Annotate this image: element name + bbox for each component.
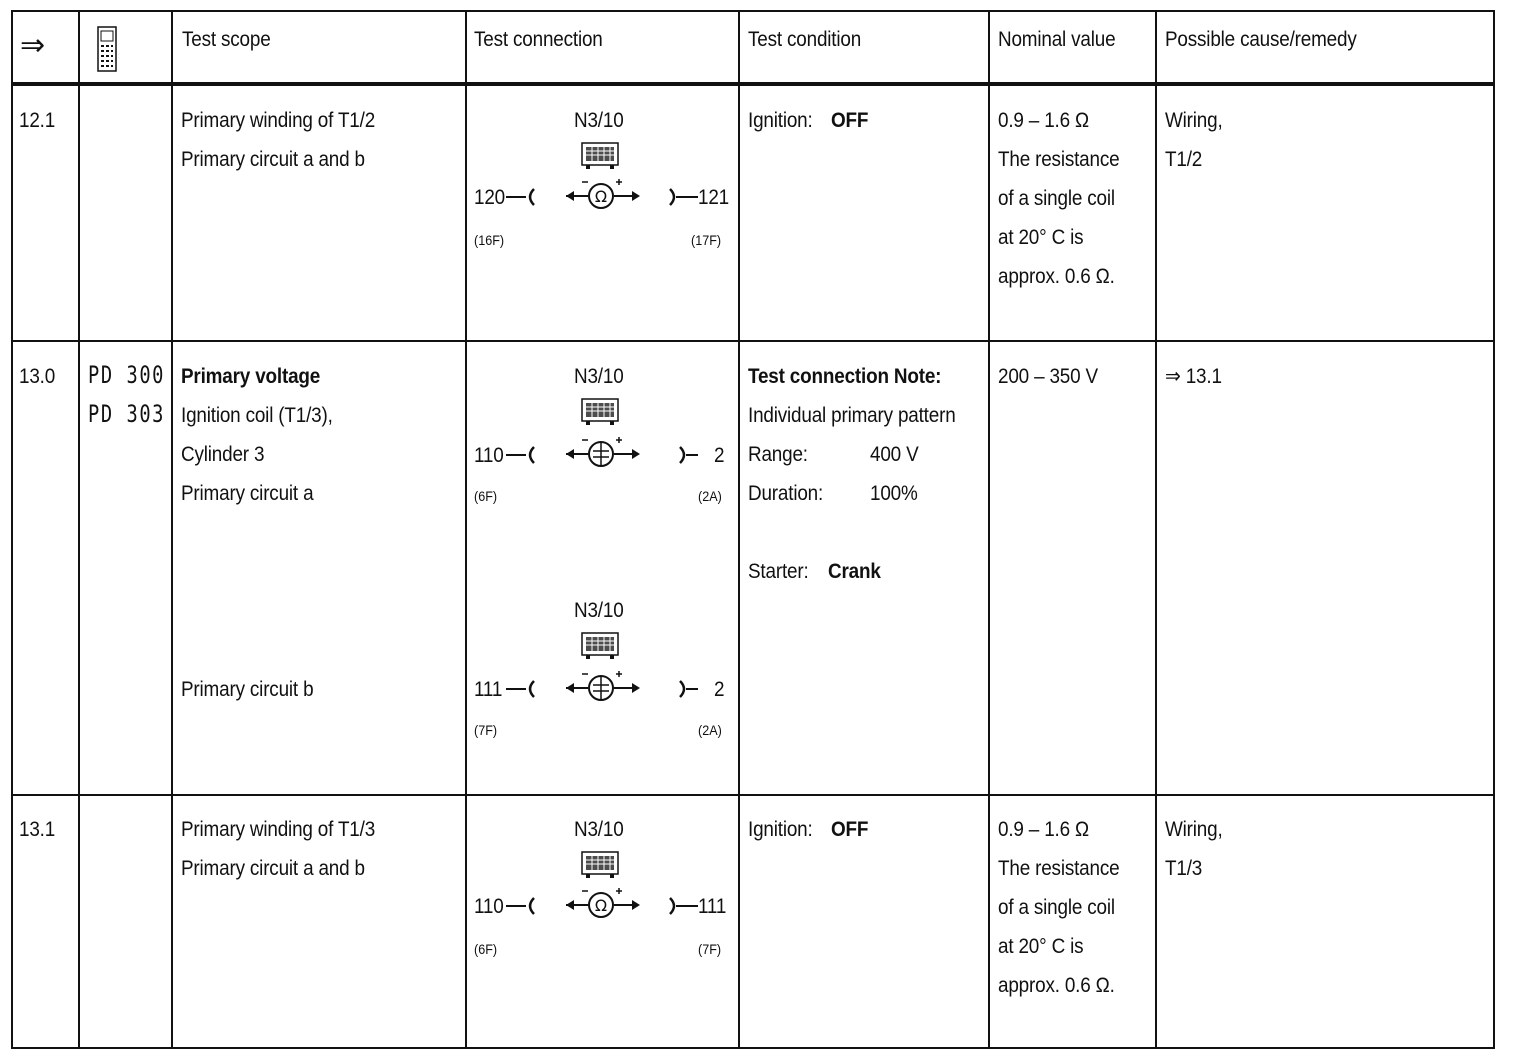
- range-label: Range:: [748, 443, 808, 466]
- left-pin: 120: [474, 186, 506, 209]
- connector-socket-icon: [676, 678, 708, 702]
- connector-plug-icon: [506, 186, 538, 210]
- duration-label: Duration:: [748, 482, 824, 505]
- nominal-line: 0.9 – 1.6 Ω: [998, 818, 1089, 841]
- left-pin-sub: (6F): [474, 941, 498, 957]
- connector-plug-icon: [506, 444, 538, 468]
- module-label: N3/10: [574, 818, 624, 841]
- ohmmeter-icon: [562, 176, 644, 216]
- connector-socket-icon: [676, 444, 708, 468]
- header-possible-cause: Possible cause/remedy: [1165, 28, 1357, 51]
- scope-title: Primary voltage: [181, 365, 321, 388]
- nominal-line: The resistance: [998, 148, 1120, 171]
- scope-line: Primary circuit a and b: [181, 857, 365, 880]
- nominal-line: 200 – 350 V: [998, 365, 1098, 388]
- test-box-icon: [580, 850, 622, 882]
- scope-line: Cylinder 3: [181, 443, 265, 466]
- module-label: N3/10: [574, 109, 624, 132]
- connector-socket-icon: [666, 186, 698, 210]
- scope-line: Primary winding of T1/2: [181, 109, 376, 132]
- condition-label: Ignition:: [748, 818, 813, 841]
- left-pin-sub: (16F): [474, 232, 505, 248]
- nominal-line: at 20° C is: [998, 226, 1084, 249]
- nominal-line: at 20° C is: [998, 935, 1084, 958]
- connector-socket-icon: [666, 895, 698, 919]
- step-number: 12.1: [19, 109, 56, 132]
- header-arrow-icon: ⇒: [20, 28, 46, 63]
- remedy-line: T1/2: [1165, 148, 1203, 171]
- test-connection-diagram: [466, 108, 739, 248]
- header-test-connection: Test connection: [474, 28, 603, 51]
- ohmmeter-icon: [562, 885, 644, 925]
- remedy-line: ⇒ 13.1: [1165, 365, 1222, 388]
- right-pin: 111: [698, 895, 727, 918]
- fault-code: PD 300: [88, 361, 165, 389]
- starter-label: Starter:: [748, 560, 809, 583]
- test-connection-diagram: [466, 598, 739, 738]
- condition-value: OFF: [831, 818, 869, 841]
- tester-handset-icon: [95, 25, 121, 75]
- nominal-line: 0.9 – 1.6 Ω: [998, 109, 1089, 132]
- step-number: 13.1: [19, 818, 56, 841]
- left-pin: 110: [474, 895, 504, 918]
- voltmeter-icon: [562, 434, 644, 474]
- header-test-condition: Test condition: [748, 28, 862, 51]
- left-pin-sub: (6F): [474, 488, 498, 504]
- scope-line: Ignition coil (T1/3),: [181, 404, 333, 427]
- module-label: N3/10: [574, 599, 624, 622]
- connector-plug-icon: [506, 678, 538, 702]
- step-number: 13.0: [19, 365, 56, 388]
- header-nominal-value: Nominal value: [998, 28, 1116, 51]
- condition-title: Test connection Note:: [748, 365, 942, 388]
- starter-value: Crank: [828, 560, 881, 583]
- test-box-icon: [580, 631, 622, 663]
- nominal-line: approx. 0.6 Ω.: [998, 265, 1115, 288]
- nominal-line: of a single coil: [998, 896, 1115, 919]
- right-pin: 2: [714, 444, 725, 467]
- condition-value: OFF: [831, 109, 869, 132]
- right-pin-sub: (17F): [691, 232, 722, 248]
- right-pin-sub: (2A): [698, 722, 722, 738]
- condition-label: Ignition:: [748, 109, 813, 132]
- test-connection-diagram: [466, 364, 739, 504]
- left-pin: 110: [474, 444, 504, 467]
- connector-plug-icon: [506, 895, 538, 919]
- fault-code: PD 303: [88, 400, 165, 428]
- voltmeter-icon: [562, 668, 644, 708]
- left-pin-sub: (7F): [474, 722, 498, 738]
- scope-line: Primary circuit b: [181, 678, 314, 701]
- remedy-line: Wiring,: [1165, 818, 1223, 841]
- condition-line: Individual primary pattern: [748, 404, 956, 427]
- scope-line: Primary winding of T1/3: [181, 818, 376, 841]
- right-pin: 121: [698, 186, 730, 209]
- right-pin-sub: (7F): [698, 941, 722, 957]
- duration-value: 100%: [870, 482, 918, 505]
- meter-symbol: Ω: [594, 896, 608, 915]
- test-connection-diagram: [466, 817, 739, 957]
- nominal-line: approx. 0.6 Ω.: [998, 974, 1115, 997]
- right-pin-sub: (2A): [698, 488, 722, 504]
- remedy-line: T1/3: [1165, 857, 1203, 880]
- meter-symbol: Ω: [594, 187, 608, 206]
- scope-line: Primary circuit a and b: [181, 148, 365, 171]
- test-box-icon: [580, 141, 622, 173]
- header-test-scope: Test scope: [182, 28, 271, 51]
- scope-line: Primary circuit a: [181, 482, 314, 505]
- remedy-line: Wiring,: [1165, 109, 1223, 132]
- right-pin: 2: [714, 678, 725, 701]
- nominal-line: of a single coil: [998, 187, 1115, 210]
- test-box-icon: [580, 397, 622, 429]
- nominal-line: The resistance: [998, 857, 1120, 880]
- range-value: 400 V: [870, 443, 919, 466]
- left-pin: 111: [474, 678, 503, 701]
- module-label: N3/10: [574, 365, 624, 388]
